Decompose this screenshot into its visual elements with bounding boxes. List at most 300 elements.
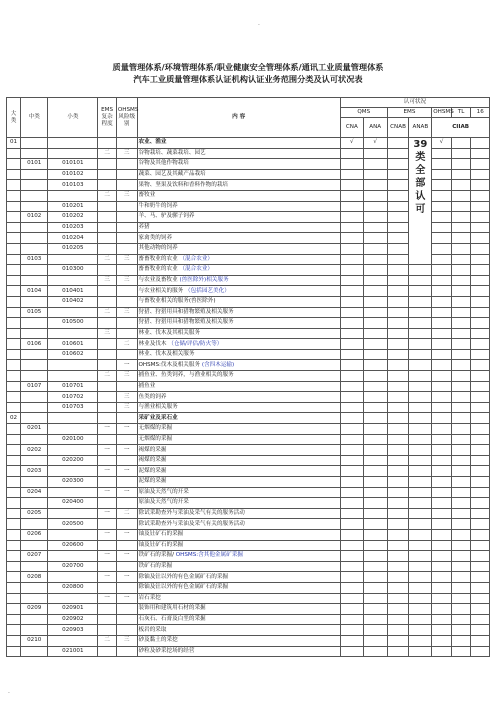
cell-ems-level	[98, 455, 116, 466]
cell-major	[7, 180, 21, 191]
cell-content	[137, 455, 340, 466]
cell-accreditation	[451, 233, 471, 244]
cell-ems-level: 一	[98, 487, 116, 498]
cell-minor-code: 010701	[48, 381, 98, 392]
cell-accreditation	[409, 445, 432, 456]
table-row	[7, 402, 490, 413]
cell-content	[137, 307, 340, 318]
cell-ems-level	[98, 604, 116, 615]
cell-accreditation	[432, 212, 452, 223]
cell-ems-level: 一	[98, 424, 116, 435]
cell-accreditation	[387, 508, 409, 519]
cell-accreditation	[451, 360, 471, 371]
content-text: 狩猎、狩猎用具和猎物繁殖及相关服务	[138, 319, 234, 326]
cell-accreditation	[363, 169, 387, 180]
content-text: 原油及天然气的开采	[138, 499, 189, 506]
cell-accreditation	[340, 222, 363, 233]
cell-accreditation	[432, 477, 452, 488]
cell-accreditation	[471, 540, 490, 551]
cell-major	[7, 201, 21, 212]
cell-ems-level	[98, 402, 116, 413]
cell-accreditation	[471, 275, 490, 286]
cell-ems-level: 一	[98, 529, 116, 540]
cell-minor-code: 010401	[48, 286, 98, 297]
cell-minor-code: 020200	[48, 455, 98, 466]
cell-accreditation	[432, 614, 452, 625]
cell-accreditation	[363, 212, 387, 223]
cell-major	[7, 265, 21, 276]
cell-content	[137, 265, 340, 276]
cell-ohsms-level: 三	[116, 402, 137, 413]
cell-content	[137, 148, 340, 159]
content-text: 果物、坚果及饮料和香料作物的栽培	[138, 181, 229, 188]
cell-accreditation	[432, 360, 452, 371]
cell-accreditation	[363, 593, 387, 604]
cell-minor-code	[48, 466, 98, 477]
cell-major	[7, 296, 21, 307]
header-content: 内 容	[137, 98, 340, 138]
cell-accreditation	[363, 371, 387, 382]
cell-accreditation	[471, 646, 490, 657]
cell-ohsms-level	[116, 318, 137, 329]
cell-accreditation	[451, 413, 471, 424]
cell-major	[7, 477, 21, 488]
cell-major	[7, 582, 21, 593]
header-minor: 小类	[48, 98, 98, 138]
cell-minor-code: 010202	[48, 212, 98, 223]
cell-medium-code	[21, 233, 48, 244]
header-accreditation: 认可状况	[340, 98, 489, 108]
cell-accreditation	[340, 328, 363, 339]
cell-medium-code	[21, 593, 48, 604]
cell-minor-code: 020901	[48, 604, 98, 615]
cell-ems-level	[98, 265, 116, 276]
cell-accreditation	[432, 445, 452, 456]
cell-ems-level: 一	[98, 572, 116, 583]
table-row	[7, 529, 490, 540]
table-row	[7, 477, 490, 488]
cell-accreditation	[432, 466, 452, 477]
bottom-mark: ·	[8, 690, 10, 697]
cell-accreditation	[387, 328, 409, 339]
cell-medium-code: 0101	[21, 159, 48, 170]
cell-content	[137, 434, 340, 445]
cell-ohsms-level	[116, 540, 137, 551]
cell-minor-code	[48, 307, 98, 318]
table-row	[7, 625, 490, 636]
cell-major	[7, 328, 21, 339]
cell-accreditation	[340, 360, 363, 371]
cell-accreditation	[387, 593, 409, 604]
content-text: 家禽类的饲养	[138, 234, 173, 241]
cell-accreditation	[363, 551, 387, 562]
cell-accreditation	[363, 243, 387, 254]
cell-content	[137, 190, 340, 201]
cell-accreditation	[340, 582, 363, 593]
cell-content	[137, 169, 340, 180]
cell-major	[7, 572, 21, 583]
table-row	[7, 561, 490, 572]
cell-ems-level	[98, 360, 116, 371]
cell-accreditation	[471, 233, 490, 244]
cell-medium-code: 0102	[21, 212, 48, 223]
content-text: 除试采勘查外与采油及采气有关的服务活动	[138, 510, 245, 517]
cell-ems-level	[98, 646, 116, 657]
cell-accreditation	[471, 466, 490, 477]
cell-accreditation	[387, 635, 409, 646]
cell-accreditation	[451, 551, 471, 562]
content-text: 石灰石、石膏及白垩的采掘	[138, 616, 206, 623]
cell-accreditation	[432, 646, 452, 657]
cell-accreditation	[451, 445, 471, 456]
cell-accreditation	[451, 381, 471, 392]
cell-accreditation	[432, 635, 452, 646]
cell-accreditation	[363, 604, 387, 615]
table-row	[7, 593, 490, 604]
cell-accreditation	[471, 222, 490, 233]
cell-ems-level	[98, 233, 116, 244]
cell-accreditation	[451, 572, 471, 583]
cell-accreditation	[409, 487, 432, 498]
cell-medium-code: 0209	[21, 604, 48, 615]
cell-content	[137, 445, 340, 456]
cell-major	[7, 349, 21, 360]
cell-ohsms-level: 一	[116, 424, 137, 435]
content-text: 板岩的采取	[138, 626, 167, 633]
cell-accreditation	[471, 371, 490, 382]
cell-major	[7, 360, 21, 371]
cell-accreditation	[340, 243, 363, 254]
header-ems-risk: EMS复杂程度	[98, 98, 116, 138]
header-ts: 16	[471, 108, 490, 118]
table-row	[7, 582, 490, 593]
header-medium: 中类	[21, 98, 48, 138]
cell-accreditation	[340, 487, 363, 498]
cell-accreditation	[409, 339, 432, 350]
cell-accreditation	[409, 519, 432, 530]
cell-accreditation	[363, 349, 387, 360]
cell-content	[137, 519, 340, 530]
cell-major	[7, 254, 21, 265]
cell-major	[7, 540, 21, 551]
cell-accreditation	[471, 159, 490, 170]
cell-accreditation	[363, 540, 387, 551]
content-note: (兽医除外)相关服务	[179, 277, 229, 284]
cell-accreditation	[471, 307, 490, 318]
cell-medium-code: 0202	[21, 445, 48, 456]
cell-ohsms-level: 三	[116, 148, 137, 159]
cell-major	[7, 148, 21, 159]
cell-accreditation	[340, 593, 363, 604]
cell-accreditation	[340, 190, 363, 201]
cell-ohsms-level	[116, 296, 137, 307]
cell-accreditation	[451, 455, 471, 466]
cell-ems-level: 一	[98, 551, 116, 562]
cell-ohsms-level	[116, 455, 137, 466]
content-text: 畜畜牧业的农业	[138, 266, 178, 273]
cell-content	[137, 233, 340, 244]
cell-ems-level: 一	[98, 466, 116, 477]
cell-accreditation	[363, 222, 387, 233]
table-row	[7, 318, 490, 329]
cell-content	[137, 349, 340, 360]
cell-minor-code	[48, 424, 98, 435]
content-note: (含四木运输)	[201, 361, 235, 368]
cell-accreditation	[409, 498, 432, 509]
cell-accreditation	[409, 646, 432, 657]
cell-medium-code	[21, 349, 48, 360]
content-text: 蔬菜、园艺及其藏产品栽培	[138, 171, 206, 178]
cell-content	[137, 339, 340, 350]
cell-accreditation	[409, 286, 432, 297]
cell-accreditation	[471, 625, 490, 636]
cell-medium-code: 0207	[21, 551, 48, 562]
cell-accreditation	[432, 498, 452, 509]
cell-accreditation	[387, 265, 409, 276]
cell-accreditation	[387, 212, 409, 223]
cell-content	[137, 551, 340, 562]
cell-accreditation	[363, 286, 387, 297]
cell-ohsms-level	[116, 328, 137, 339]
cell-accreditation	[432, 413, 452, 424]
cell-major	[7, 614, 21, 625]
section-01-note: 39类全部认可	[409, 138, 432, 265]
table-row	[7, 296, 490, 307]
section-01-qms-ana: √	[363, 138, 387, 149]
cell-minor-code	[48, 529, 98, 540]
cell-major	[7, 604, 21, 615]
content-text: 与农业相关的服务	[138, 287, 184, 294]
cell-accreditation	[432, 328, 452, 339]
cell-accreditation	[471, 498, 490, 509]
cell-accreditation	[340, 296, 363, 307]
cell-accreditation	[363, 413, 387, 424]
cell-major	[7, 233, 21, 244]
cell-accreditation	[387, 222, 409, 233]
cell-content	[137, 508, 340, 519]
content-text: 谷物及其他作物栽培	[138, 160, 189, 167]
cell-content	[137, 286, 340, 297]
cell-accreditation	[387, 551, 409, 562]
cell-accreditation	[432, 265, 452, 276]
cell-accreditation	[451, 190, 471, 201]
cell-minor-code: 010204	[48, 233, 98, 244]
cell-accreditation	[340, 413, 363, 424]
cell-accreditation	[409, 477, 432, 488]
cell-content	[137, 159, 340, 170]
cell-accreditation	[340, 159, 363, 170]
content-text: 与渔业相关服务	[138, 404, 178, 411]
cell-accreditation	[451, 169, 471, 180]
cell-content	[137, 540, 340, 551]
cell-accreditation	[432, 180, 452, 191]
cell-accreditation	[363, 296, 387, 307]
cell-accreditation	[387, 540, 409, 551]
cell-accreditation	[471, 477, 490, 488]
cell-accreditation	[451, 243, 471, 254]
cell-accreditation	[471, 614, 490, 625]
cell-ems-level: 二	[98, 190, 116, 201]
cell-accreditation	[363, 445, 387, 456]
cell-accreditation	[409, 604, 432, 615]
cell-minor-code: 020600	[48, 540, 98, 551]
cell-ems-level	[98, 625, 116, 636]
cell-accreditation	[451, 582, 471, 593]
cell-ohsms-level	[116, 519, 137, 530]
cell-minor-code	[48, 148, 98, 159]
cell-accreditation	[409, 614, 432, 625]
table-row	[7, 487, 490, 498]
cell-accreditation	[387, 445, 409, 456]
cell-accreditation	[451, 212, 471, 223]
cell-ems-level	[98, 243, 116, 254]
cell-accreditation	[432, 551, 452, 562]
cell-accreditation	[363, 148, 387, 159]
cell-accreditation	[363, 434, 387, 445]
cell-accreditation	[409, 413, 432, 424]
cell-ems-level: 二	[98, 371, 116, 382]
cell-accreditation	[471, 561, 490, 572]
cell-accreditation	[451, 519, 471, 530]
cell-ems	[98, 413, 116, 424]
cell-accreditation	[451, 318, 471, 329]
cell-major	[7, 371, 21, 382]
cell-major	[7, 635, 21, 646]
cell-accreditation	[471, 455, 490, 466]
cell-accreditation	[471, 635, 490, 646]
cell-accreditation	[340, 508, 363, 519]
cell-minor-code: 010500	[48, 318, 98, 329]
table-row	[7, 360, 490, 371]
cell-accreditation	[451, 540, 471, 551]
cell-accreditation	[340, 180, 363, 191]
cell-accreditation	[409, 529, 432, 540]
table-row	[7, 265, 490, 276]
cell-ohsms-level: 一	[116, 572, 137, 583]
cell-accreditation	[363, 328, 387, 339]
cell-accreditation	[451, 614, 471, 625]
cell-content	[137, 201, 340, 212]
cell-accreditation	[340, 519, 363, 530]
cell-content	[137, 222, 340, 233]
cell-accreditation	[471, 339, 490, 350]
cell-minor-code: 021001	[48, 646, 98, 657]
table-row	[7, 466, 490, 477]
table-row	[7, 635, 490, 646]
table-row	[7, 508, 490, 519]
cell-ems-level	[98, 318, 116, 329]
cell-accreditation	[363, 561, 387, 572]
cell-accreditation	[451, 371, 471, 382]
cell-accreditation	[387, 424, 409, 435]
cell-ohsms-level	[116, 434, 137, 445]
cell-ohsms-level: 三	[116, 392, 137, 403]
cell-medium-code	[21, 190, 48, 201]
cell-accreditation	[387, 381, 409, 392]
cell-major	[7, 275, 21, 286]
cell-accreditation	[363, 190, 387, 201]
cell-ems-level: 一	[98, 593, 116, 604]
cell-accreditation	[451, 392, 471, 403]
cell-medium-code	[21, 180, 48, 191]
cell-accreditation	[340, 233, 363, 244]
cell-major	[7, 625, 21, 636]
cell-accreditation	[451, 625, 471, 636]
top-mark: ·	[258, 22, 260, 29]
cell-major	[7, 455, 21, 466]
cell-accreditation	[409, 434, 432, 445]
cell-accreditation	[432, 254, 452, 265]
cell-accreditation	[340, 498, 363, 509]
content-text: 狩猎、狩猎用具和猎物繁殖及相关服务	[138, 308, 234, 315]
cell-accreditation	[432, 455, 452, 466]
content-text: 捕鱼业	[138, 382, 156, 389]
cell-minor-code: 020500	[48, 519, 98, 530]
table-row	[7, 551, 490, 562]
cell-accreditation	[363, 381, 387, 392]
cell-ohsms-level	[116, 286, 137, 297]
cell-accreditation	[340, 339, 363, 350]
section-02-title: 采矿业及采石业	[137, 413, 340, 424]
cell-accreditation	[387, 455, 409, 466]
cell-minor-code	[48, 360, 98, 371]
cell-ohsms-level: 二	[116, 508, 137, 519]
cell-accreditation	[340, 466, 363, 477]
cell-minor-code: 010300	[48, 265, 98, 276]
content-text: 铁矿石的采掘	[138, 563, 173, 570]
cell-medium-code	[21, 540, 48, 551]
cell-accreditation	[432, 339, 452, 350]
cell-ohsms-level	[116, 201, 137, 212]
cell-minor-code: 010205	[48, 243, 98, 254]
content-text: 铀及钍矿石的采掘	[138, 531, 184, 538]
cell-accreditation	[387, 604, 409, 615]
cell-accreditation	[451, 307, 471, 318]
cell-accreditation	[451, 604, 471, 615]
cell-minor-code: 020902	[48, 614, 98, 625]
cell-accreditation	[471, 169, 490, 180]
cell-ems-level	[98, 477, 116, 488]
cell-accreditation	[471, 508, 490, 519]
content-text: 林业及伐木	[138, 340, 167, 347]
cell-ohsms-level: 三	[116, 307, 137, 318]
content-note: （包括园艺美化）	[185, 287, 230, 294]
cell-accreditation	[471, 328, 490, 339]
cell-minor-code: 020700	[48, 561, 98, 572]
cell-minor-code: 010702	[48, 392, 98, 403]
cell-ems-level	[98, 381, 116, 392]
header-ohsms: OHSMS	[432, 108, 452, 118]
cell-accreditation	[451, 402, 471, 413]
cell-accreditation	[409, 296, 432, 307]
cell-content	[137, 392, 340, 403]
cell-accreditation	[340, 572, 363, 583]
cell-medium-code	[21, 614, 48, 625]
cell-accreditation	[432, 487, 452, 498]
cell-accreditation	[340, 604, 363, 615]
cell-accreditation	[387, 519, 409, 530]
content-text: 畜牧业	[138, 192, 156, 199]
cell-accreditation	[387, 498, 409, 509]
cell-accreditation	[409, 582, 432, 593]
cell-minor-code	[48, 328, 98, 339]
header-ems: EMS	[387, 108, 432, 118]
cell-accreditation	[451, 222, 471, 233]
cell-ems-level: 二	[98, 254, 116, 265]
cell-major	[7, 318, 21, 329]
cell-accreditation	[432, 286, 452, 297]
table-row	[7, 434, 490, 445]
